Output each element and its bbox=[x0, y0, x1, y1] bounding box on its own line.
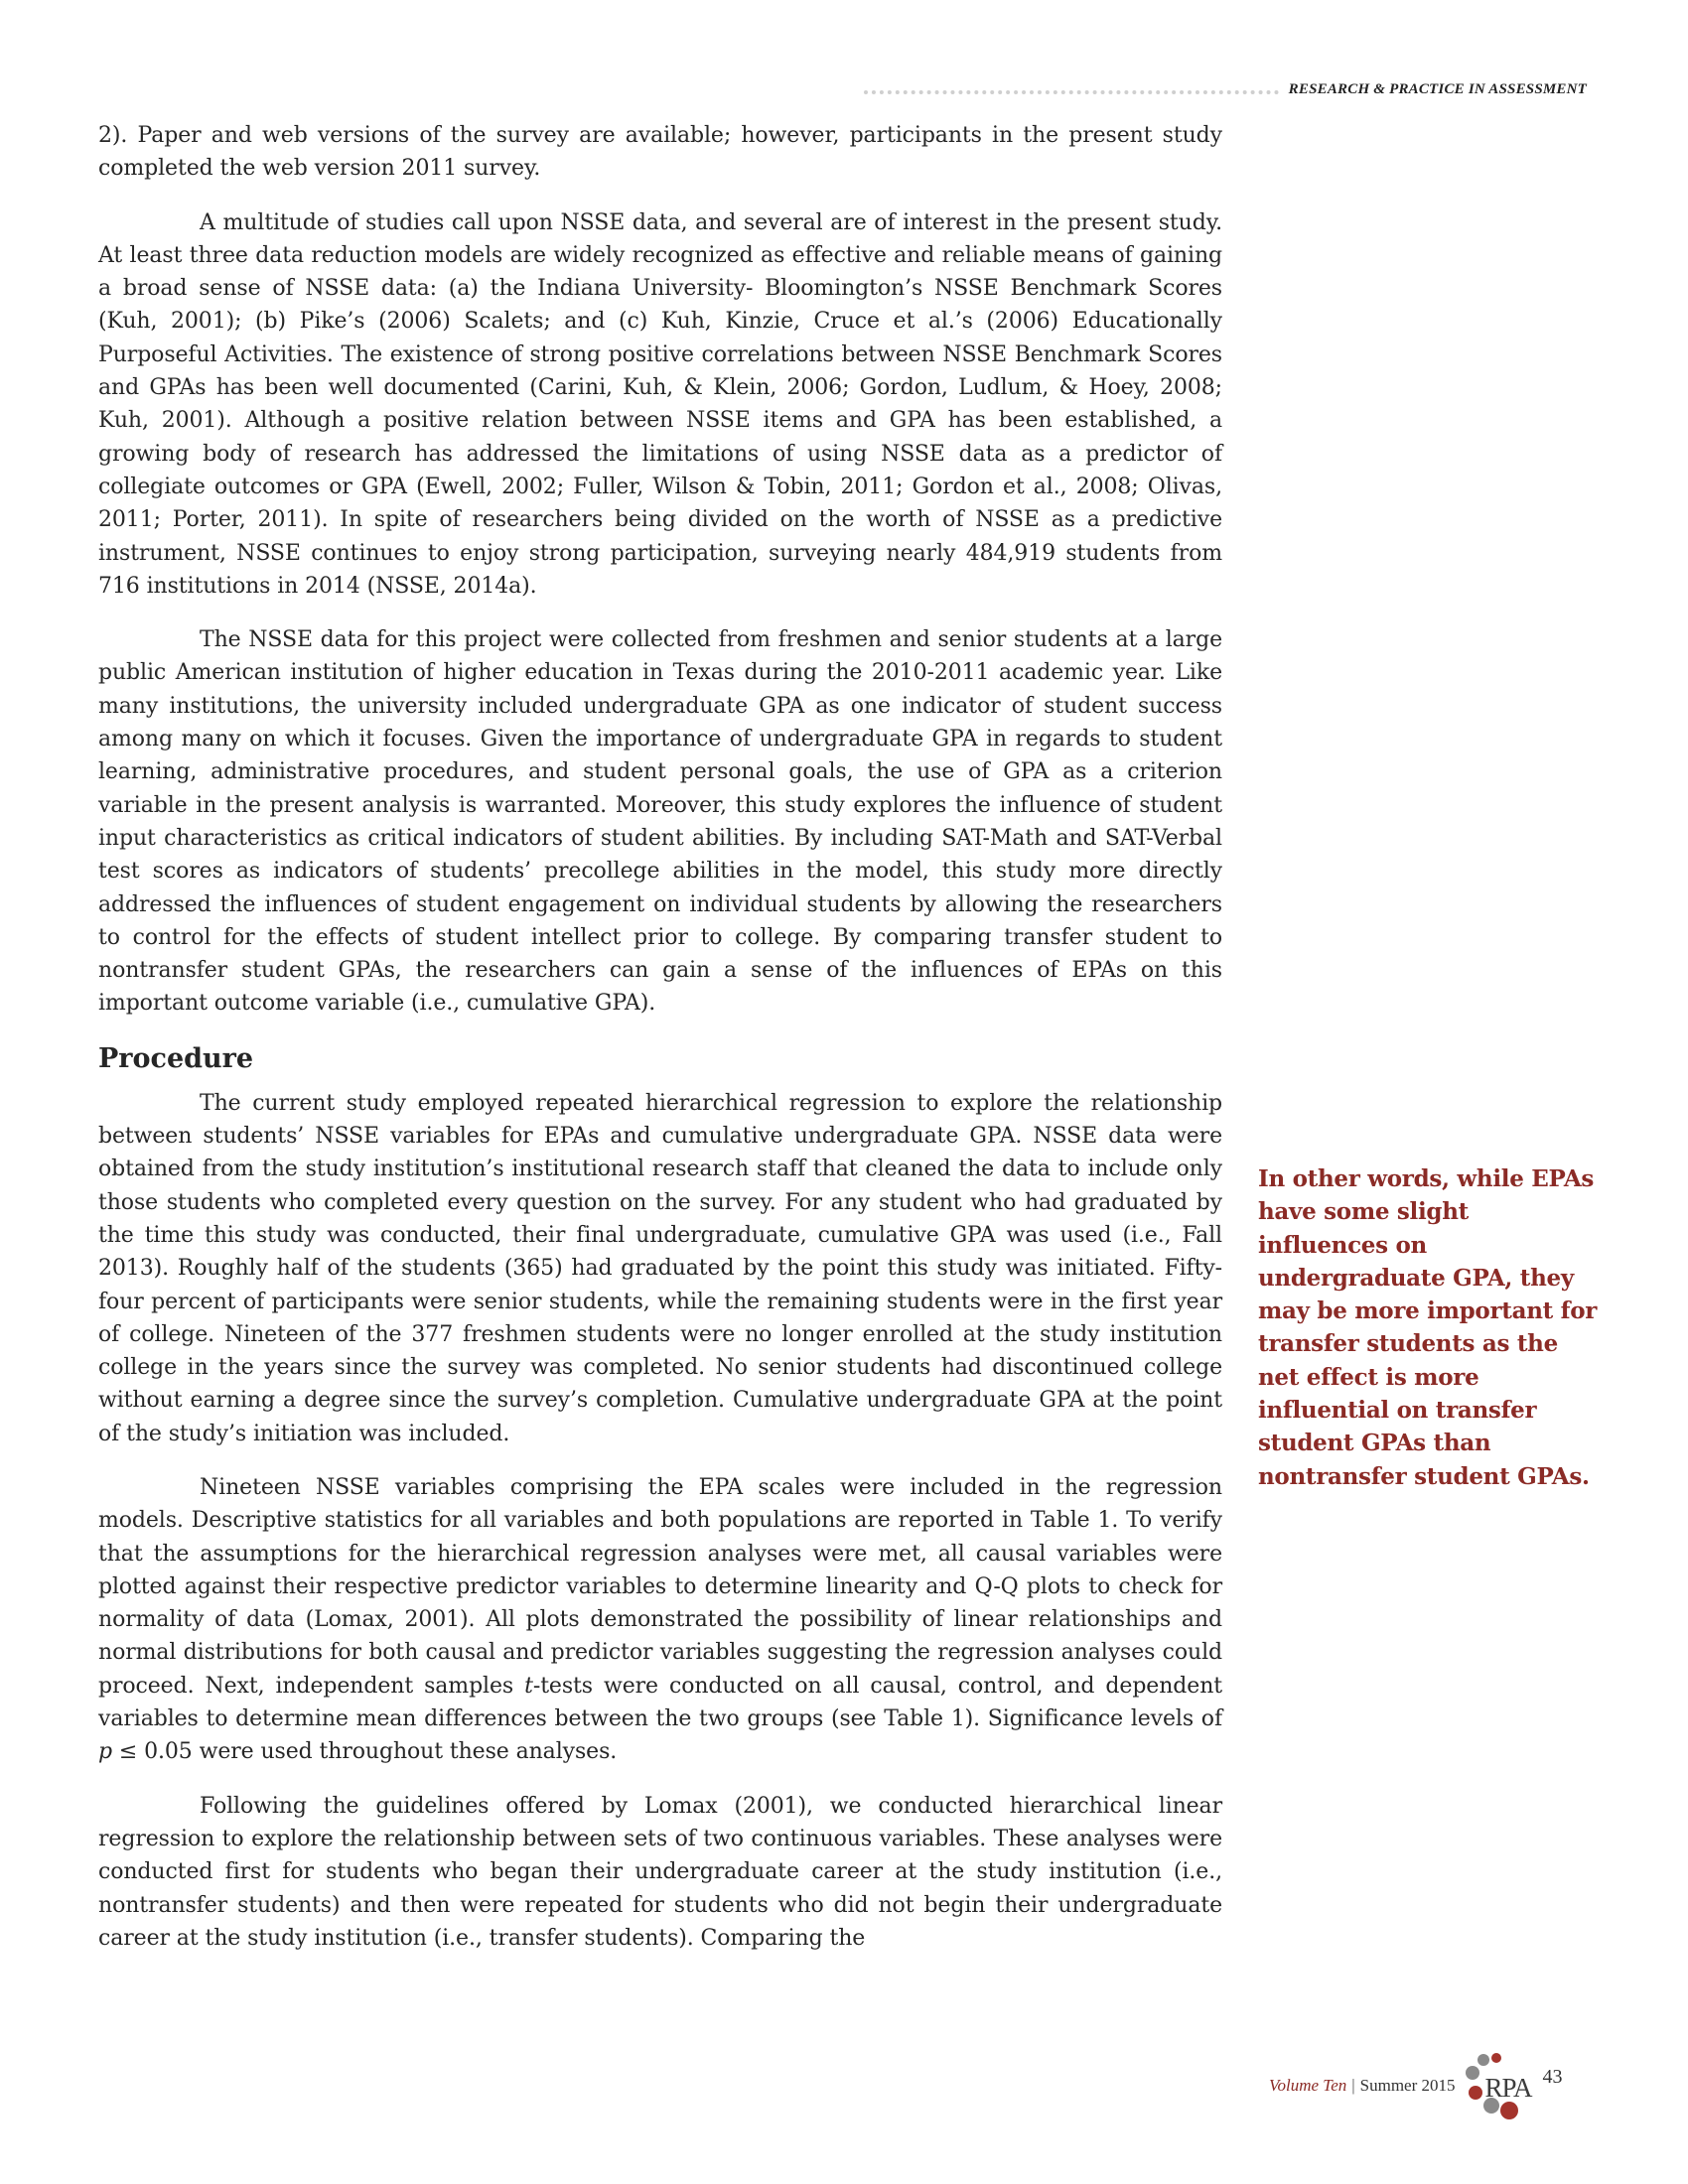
footer-volume: Volume Ten bbox=[1269, 2076, 1347, 2095]
page-footer bbox=[1269, 2051, 1617, 2120]
rpa-logo-text: RPA bbox=[1484, 2073, 1532, 2103]
rpa-logo bbox=[1464, 2051, 1539, 2120]
paragraph-3: The NSSE data for this project were collected from freshmen and senior students at a large public American institution of higher education in Texas during the 2010-2011 academic year. Like many institutions, the university included undergraduate GPA as one indicator of student success among many on which it focuses. Given the importance of undergraduate GPA in regards to student learning, administrative procedures, and student personal goals, the use of GPA as a criterion variable in the present analysis is warranted. Moreover, this study explores the influence of student input characteristics as critical indicators of student abilities. By including SAT-Math and SAT-Verbal test scores as indicators of students’ precollege abilities in the model, this study more directly addressed the influences of student engagement on individual students by allowing the researchers to control for the effects of student intellect prior to college. By comparing transfer student to nontransfer student GPAs, the researchers can gain a sense of the influences of EPAs on this important outcome variable (i.e., cumulative GPA). bbox=[98, 627, 1222, 1017]
header-dotted-rule bbox=[864, 90, 1279, 94]
pull-quote: In other words, while EPAs have some slight influences on undergraduate GPA, they may be more important for transfer students as the net effect is more influential on transfer student GPAs than nontransfer student GPAs. bbox=[1258, 1165, 1598, 1490]
paragraph-2: A multitude of studies call upon NSSE data, and several are of interest in the present study. At least three data reduction models are widely recognized as effective and reliable means of gaining a broad sense of NSSE data: (a) the Indiana University- Bloomington’s NSSE Benchmark Scores (Kuh, 2001); (b) Pike’s (2006) Scalets; and (c) Kuh, Kinzie, Cruce et al.’s (2006) Educationally Purposeful Activities. The existence of strong positive correlations between NSSE Benchmark Scores and GPAs has been well documented (Carini, Kuh, & Klein, 2006; Gordon, Ludlum, & Hoey, 2008; Kuh, 2001). Although a positive relation between NSSE items and GPA has been established, a growing body of research has addressed the limitations of using NSSE data as a predictor of collegiate outcomes or GPA (Ewell, 2002; Fuller, Wilson & Tobin, 2011; Gordon et al., 2008; Olivas, 2011; Porter, 2011). In spite of researchers being divided on the worth of NSSE as a predictive instrument, NSSE continues to enjoy strong participation, surveying nearly 484,919 students from 716 institutions in 2014 (NSSE, 2014a). bbox=[98, 209, 1222, 599]
paragraph-5 bbox=[98, 1471, 1222, 1769]
p-value-symbol: p bbox=[98, 1739, 112, 1765]
paragraph-4: The current study employed repeated hierarchical regression to explore the relationship between students’ NSSE variables for EPAs and cumulative undergraduate GPA. NSSE data were obtained from the study institution’s institutional research staff that cleaned the data to include only those students who completed every question on the survey. For any student who had graduated by the time this study was conducted, their final undergraduate, cumulative GPA was used (i.e., Fall 2013). Roughly half of the students (365) had graduated by the point this study was initiated. Fifty-four percent of participants were senior students, while the remaining students were in the first year of college. Nineteen of the 377 freshmen students were no longer enrolled at the study institution college in the years since the survey was completed. No senior students had discontinued college without earning a degree since the survey’s completion. Cumulative undergraduate GPA at the point of the study’s initiation was included. bbox=[98, 1090, 1222, 1446]
page-number: 43 bbox=[1542, 2065, 1563, 2088]
paragraph-5-part-a: Nineteen NSSE variables comprising the EPA scales were included in the regression models. Descriptive statistics for all variables and both populations are reported in Table 1. To verify that the assumptions for the hierarchical regression analyses were met, all causal variables were plotted against their respective predictor variables to determine linearity and Q-Q plots to check for normality of data (Lomax, 2001). All plots demonstrated the possibility of linear relationships and normal distributions for both causal and predictor variables suggesting the regression analyses could proceed. Next, independent samples bbox=[98, 1474, 1222, 1699]
paragraph-5-part-c: ≤ 0.05 were used throughout these analyses. bbox=[111, 1739, 618, 1765]
footer-season: Summer 2015 bbox=[1359, 2076, 1456, 2095]
paragraph-1: 2). Paper and web versions of the survey are available; however, participants in the present study completed the web version 2011 survey. bbox=[98, 123, 1222, 182]
t-test-symbol: t bbox=[524, 1673, 533, 1699]
main-text-column bbox=[98, 119, 1222, 1976]
paragraph-6: Following the guidelines offered by Lomax (2001), we conducted hierarchical linear regression to explore the relationship between sets of two continuous variables. These analyses were conducted first for students who began their undergraduate career at the study institution (i.e., nontransfer students) and then were repeated for students who did not begin their undergraduate career at the study institution (i.e., transfer students). Comparing the bbox=[98, 1793, 1222, 1951]
paragraph-5-part-b: -tests were conducted on all causal, control, and dependent variables to determine mean differences between the two groups (see Table 1). Significance levels of bbox=[98, 1673, 1223, 1732]
journal-running-title: RESEARCH & PRACTICE IN ASSESSMENT bbox=[1288, 80, 1587, 97]
section-heading-procedure: Procedure bbox=[98, 1042, 254, 1074]
footer-separator: | bbox=[1351, 2076, 1355, 2095]
running-header bbox=[864, 77, 1587, 101]
